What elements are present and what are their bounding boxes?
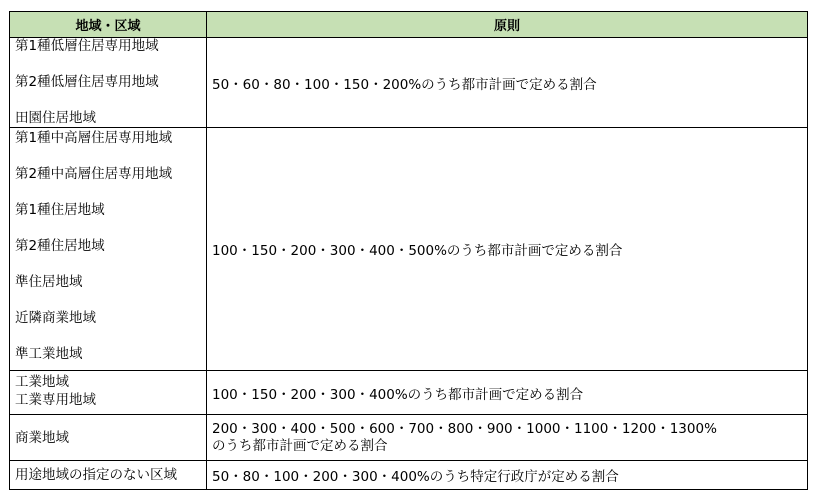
rule-cell: 100・150・200・300・400・500%のうち都市計画で定める割合	[207, 128, 808, 371]
rule-line: 200・300・400・500・600・700・800・900・1000・1100・1200・1300%	[212, 420, 717, 437]
zone-cell	[10, 461, 207, 490]
table-row	[10, 128, 808, 371]
header-zone: 地域・区域	[10, 12, 207, 38]
zone-label: 用途地域の指定のない区域	[15, 467, 177, 483]
zone-label: 第1種低層住居専用地域	[15, 38, 159, 54]
zone-label: 工業専用地域	[15, 392, 96, 408]
zone-cell	[10, 415, 207, 461]
table-row	[10, 461, 808, 490]
zone-cell	[10, 128, 207, 371]
rule-cell: 100・150・200・300・400%のうち都市計画で定める割合	[207, 371, 808, 415]
floor-area-ratio-table	[9, 11, 808, 490]
rule-cell	[207, 415, 808, 461]
zone-label: 第1種中高層住居専用地域	[15, 130, 173, 146]
zone-cell	[10, 38, 207, 128]
zone-label: 工業地域	[15, 374, 69, 390]
zone-label: 田園住居地域	[15, 110, 96, 126]
zone-label: 近隣商業地域	[15, 310, 96, 326]
header-row	[10, 12, 808, 38]
zone-cell	[10, 371, 207, 415]
table-row	[10, 38, 808, 128]
zone-label: 準住居地域	[15, 274, 83, 290]
rule-cell: 50・60・80・100・150・200%のうち都市計画で定める割合	[207, 38, 808, 128]
rule-line: のうち都市計画で定める割合	[212, 437, 388, 454]
header-rule: 原則	[207, 12, 808, 38]
zone-label: 第2種住居地域	[15, 238, 105, 254]
table-row	[10, 371, 808, 415]
zone-label: 商業地域	[15, 429, 69, 446]
rule-cell: 50・80・100・200・300・400%のうち特定行政庁が定める割合	[207, 461, 808, 490]
zone-label: 準工業地域	[15, 346, 83, 362]
table-row	[10, 415, 808, 461]
zone-label: 第2種低層住居専用地域	[15, 74, 159, 90]
zone-label: 第2種中高層住居専用地域	[15, 166, 173, 182]
zone-label: 第1種住居地域	[15, 202, 105, 218]
